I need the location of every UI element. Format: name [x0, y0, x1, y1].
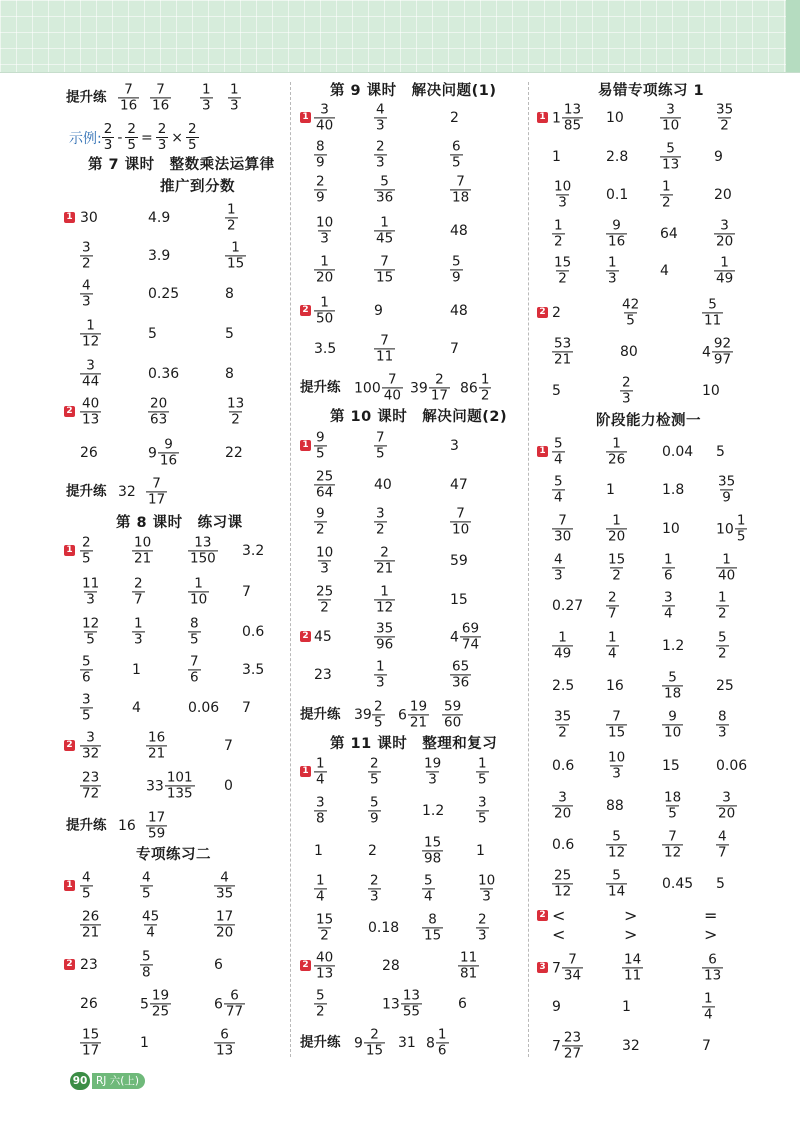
jieduan-ex1-r9-c1: 88: [606, 798, 624, 814]
example-part-4: $\frac{2}{3}$: [157, 121, 167, 154]
jieduan-ex1-r11-c0: $\frac{25}{12}$: [554, 867, 572, 900]
yicuo-ex1-r3-c2: 64: [660, 226, 678, 242]
lesson10-ex1-r4-c1: $\frac{1}{12}$: [376, 583, 394, 616]
jieduan-ex1-r7-c3: $\frac{8}{3}$: [718, 708, 727, 741]
yicuo-ex2-r1-c1: 80: [620, 344, 638, 360]
lesson9-ex1-r2-c0: $\frac{2}{9}$: [316, 173, 325, 206]
lesson9-ex2-badge: 2: [300, 305, 311, 316]
lesson8-ex1-r1-c1: $\frac{2}{7}$: [134, 575, 143, 608]
lesson9-ex1-r4-c2: $\frac{5}{9}$: [452, 253, 461, 286]
yicuo-ex1-r2-c2: $\frac{1}{2}$: [662, 178, 671, 211]
jieduan-ex3-r2-c1: 32: [622, 1038, 640, 1054]
lesson11-ex1-r2-c0: 1: [314, 843, 323, 859]
lesson11-ex1-r4-c1: 0.18: [368, 920, 400, 936]
lesson11-ex2-r1-c2: 6: [458, 996, 467, 1012]
jieduan-ex1-r10-c2: $\frac{7}{12}$: [664, 828, 682, 861]
jieduan-ex1-r4-c2: $\frac{3}{4}$: [664, 589, 673, 622]
yicuo-title: 易错专项练习 1: [598, 83, 705, 99]
yicuo-ex2-r1-c0: $\frac{53}{21}$: [554, 335, 572, 368]
lesson8-ex1-r4-c0: $\frac{3}{5}$: [82, 691, 91, 724]
example-label: 示例:: [69, 130, 102, 147]
lesson11-ex2-r0-c1: 28: [382, 958, 400, 974]
yicuo-ex1-r2-c3: 20: [714, 187, 732, 203]
lesson9-ex1-r1-c1: $\frac{2}{3}$: [376, 138, 385, 171]
lesson10-ex1-r1-c2: 47: [450, 477, 468, 493]
lesson8-ex1-r1-c2: $\frac{1}{10}$: [190, 575, 208, 608]
lesson7-ex2-badge: 2: [64, 406, 75, 417]
zhuanxiang2-ex1-r0-c1: $\frac{4}{5}$: [142, 869, 151, 902]
lesson10-tisheng-item-2: 6 $\frac{19}{21}$: [398, 698, 428, 731]
zhuanxiang2-ex2-r1-c1: 5 $\frac{19}{25}$: [140, 987, 170, 1020]
lesson11-ex1-r3-c2: $\frac{5}{4}$: [424, 872, 433, 905]
lesson10-ex1-r1-c1: 40: [374, 477, 392, 493]
jieduan-ex1-r11-c1: $\frac{5}{14}$: [608, 867, 626, 900]
lesson10-title: 第 10 课时 解决问题(2): [330, 409, 508, 425]
yicuo-ex1-badge: 1: [537, 112, 548, 123]
lesson7-ex1-r3-c1: 5: [148, 326, 157, 342]
zhuanxiang2-ex2-badge: 2: [64, 959, 75, 970]
lesson11-ex1-r4-c3: $\frac{2}{3}$: [478, 911, 487, 944]
lesson11-ex2-r0-c2: $\frac{11}{81}$: [460, 949, 478, 982]
lesson10-ex1-badge: 1: [300, 440, 311, 451]
yicuo-ex1-r3-c3: $\frac{3}{20}$: [716, 217, 734, 250]
lesson8-ex1-badge: 1: [64, 545, 75, 556]
lesson10-ex1-r2-c2: $\frac{7}{10}$: [452, 505, 470, 538]
yicuo-ex2-badge: 2: [537, 307, 548, 318]
lesson8-ex1-r4-c1: 4: [132, 700, 141, 716]
jieduan-ex2-r1-c2: >: [704, 925, 718, 944]
lesson11-ex1-r0-c2: $\frac{19}{3}$: [424, 755, 442, 788]
zhuanxiang2-ex1-r0-c0: $\frac{4}{5}$: [82, 869, 91, 902]
lesson7-ex1-r4-c1: 0.36: [148, 366, 180, 382]
lesson11-tisheng-label: 提升练: [300, 1034, 341, 1051]
jieduan-ex1-r1-c0: $\frac{5}{4}$: [554, 473, 563, 506]
lesson7-ex2-r1-c1: 9 $\frac{9}{16}$: [148, 436, 178, 469]
lesson8-ex1-r4-c3: 7: [242, 700, 251, 716]
lesson7-tisheng-label: 提升练: [66, 483, 107, 500]
example-part-5: ×: [171, 129, 184, 146]
lesson7-ex1-r1-c2: $\frac{1}{15}$: [227, 239, 245, 272]
lesson9-ex1-badge: 1: [300, 112, 311, 123]
lesson8-tisheng-item-0: 16: [118, 818, 136, 834]
zhuanxiang2-ex2-r1-c2: 6 $\frac{6}{77}$: [214, 987, 244, 1020]
lesson8-ex2-r1-c0: $\frac{23}{72}$: [82, 769, 100, 802]
lesson7-ex1-r2-c0: $\frac{4}{3}$: [82, 277, 91, 310]
lesson11-ex1-r2-c1: 2: [368, 843, 377, 859]
lesson10-ex1-r3-c1: $\frac{2}{21}$: [376, 544, 394, 577]
jieduan-ex1-r7-c1: $\frac{7}{15}$: [608, 708, 626, 741]
jieduan-ex1-r3-c1: $\frac{15}{2}$: [608, 551, 626, 584]
jieduan-ex1-r4-c1: $\frac{2}{7}$: [608, 589, 617, 622]
lesson8-tisheng-item-1: $\frac{17}{59}$: [148, 809, 166, 842]
tisheng-top-item-3: $\frac{1}{3}$: [230, 81, 239, 114]
lesson10-ex2-r1-c2: $\frac{65}{36}$: [452, 658, 470, 691]
lesson11-ex1-r2-c3: 1: [476, 843, 485, 859]
jieduan-ex1-r8-c1: $\frac{10}{3}$: [608, 749, 626, 782]
lesson11-ex1-r4-c2: $\frac{8}{15}$: [424, 911, 442, 944]
lesson9-ex1-r2-c1: $\frac{5}{36}$: [376, 173, 394, 206]
jieduan-ex1-r6-c1: 16: [606, 678, 624, 694]
jieduan-ex1-r9-c0: $\frac{3}{20}$: [554, 789, 572, 822]
lesson8-ex2-badge: 2: [64, 740, 75, 751]
jieduan-ex1-r10-c1: $\frac{5}{12}$: [608, 828, 626, 861]
lesson10-ex1-r4-c0: $\frac{25}{2}$: [316, 583, 334, 616]
lesson7-ex1-r2-c1: 0.25: [148, 286, 180, 302]
jieduan-ex3-r1-c0: 9: [552, 999, 561, 1015]
lesson11-ex1-r1-c2: 1.2: [422, 803, 445, 819]
yicuo-ex2-r2-c1: $\frac{2}{3}$: [622, 374, 631, 407]
lesson9-ex1-r3-c1: $\frac{1}{45}$: [376, 214, 394, 247]
zhuanxiang2-ex1-r1-c0: $\frac{26}{21}$: [82, 908, 100, 941]
lesson9-tisheng-item-0: 100 $\frac{7}{40}$: [354, 371, 401, 404]
lesson10-tisheng-item-0: 39: [354, 707, 372, 723]
lesson7-ex1-badge: 1: [64, 212, 75, 223]
jieduan-ex3-r2-c2: 7: [702, 1038, 711, 1054]
example-part-2: $\frac{2}{5}$: [127, 121, 136, 154]
jieduan-ex1-r11-c2: 0.45: [662, 876, 694, 892]
lesson9-ex2-r1-c2: 7: [450, 341, 459, 357]
jieduan-ex1-r2-c2: 10: [662, 521, 680, 537]
jieduan-ex1-r1-c2: 1.8: [662, 482, 685, 498]
lesson7-ex2-r1-c2: 22: [225, 445, 243, 461]
jieduan-ex1-r9-c2: $\frac{18}{5}$: [664, 789, 682, 822]
jieduan-ex1-r10-c3: $\frac{4}{7}$: [718, 828, 727, 861]
yicuo-ex2-r1-c2: 4 $\frac{92}{97}$: [702, 335, 732, 368]
jieduan-ex2-r1-c1: >: [624, 925, 638, 944]
lesson11-title: 第 11 课时 整理和复习: [330, 736, 498, 752]
jieduan-ex2-r1-c0: <: [552, 925, 566, 944]
book-label: RJ 六(上): [92, 1073, 145, 1089]
lesson10-ex1-r3-c2: 59: [450, 553, 468, 569]
lesson11-ex1-r0-c1: $\frac{2}{5}$: [370, 755, 379, 788]
lesson10-tisheng-item-1: $\frac{2}{5}$: [374, 698, 383, 731]
lesson9-ex1-r2-c2: $\frac{7}{18}$: [452, 173, 470, 206]
zhuanxiang2-title: 专项练习二: [136, 847, 211, 863]
lesson7-title: 第 7 课时 整数乘法运算律: [88, 157, 275, 173]
lesson9-ex2-r0-c1: 9: [374, 303, 383, 319]
lesson11-tisheng-item-0: 9 $\frac{2}{15}$: [354, 1026, 384, 1059]
lesson11-ex2-r0-c0: $\frac{40}{13}$: [316, 949, 334, 982]
jieduan-ex1-badge: 1: [537, 446, 548, 457]
yicuo-ex1-r1-c0: 1: [552, 149, 561, 165]
yicuo-ex1-r0-c3: $\frac{35}{2}$: [716, 101, 734, 134]
jieduan-ex3-badge: 3: [537, 962, 548, 973]
lesson7-ex1-r3-c2: 5: [225, 326, 234, 342]
zhuanxiang2-ex2-r2-c0: $\frac{15}{17}$: [82, 1026, 100, 1059]
lesson7-ex1-r0-c2: $\frac{1}{2}$: [227, 201, 236, 234]
jieduan-ex1-r8-c2: 15: [662, 758, 680, 774]
page-number: 90: [70, 1072, 90, 1090]
lesson11-ex1-r3-c1: $\frac{2}{3}$: [370, 872, 379, 905]
lesson8-ex1-r3-c2: $\frac{7}{6}$: [190, 653, 199, 686]
lesson7-ex1-r2-c2: 8: [225, 286, 234, 302]
lesson11-ex1-r1-c1: $\frac{5}{9}$: [370, 794, 379, 827]
lesson10-ex2-r1-c1: $\frac{1}{3}$: [376, 658, 385, 691]
jieduan-ex2-r0-c0: <: [552, 906, 566, 925]
tisheng-top-item-2: $\frac{1}{3}$: [202, 81, 211, 114]
jieduan-ex3-r0-c0: 7 $\frac{7}{34}$: [552, 951, 582, 984]
zhuanxiang2-ex2-r1-c0: 26: [80, 996, 98, 1012]
jieduan-ex1-r5-c1: $\frac{1}{4}$: [608, 629, 617, 662]
jieduan-ex1-r0-c0: $\frac{5}{4}$: [554, 435, 563, 468]
jieduan-ex1-r4-c0: 0.27: [552, 598, 584, 614]
lesson9-ex1-r3-c2: 48: [450, 223, 468, 239]
jieduan-ex1-r5-c0: $\frac{1}{49}$: [554, 629, 572, 662]
zhuanxiang2-ex2-r2-c2: $\frac{6}{13}$: [216, 1026, 234, 1059]
jieduan-ex1-r6-c0: 2.5: [552, 678, 575, 694]
jieduan-ex1-r3-c3: $\frac{1}{40}$: [718, 551, 736, 584]
lesson9-ex1-r4-c1: $\frac{7}{15}$: [376, 253, 394, 286]
yicuo-ex1-r3-c0: $\frac{1}{2}$: [554, 217, 563, 250]
lesson9-ex1-r1-c0: $\frac{8}{9}$: [316, 138, 325, 171]
lesson9-ex1-r4-c0: $\frac{1}{20}$: [316, 253, 334, 286]
yicuo-ex2-r0-c2: $\frac{5}{11}$: [704, 296, 722, 329]
lesson8-ex1-r1-c0: $\frac{11}{3}$: [82, 575, 100, 608]
lesson10-ex1-r0-c2: 3: [450, 438, 459, 454]
example-part-6: $\frac{2}{5}$: [188, 121, 197, 154]
lesson9-ex1-r0-c2: 2: [450, 110, 459, 126]
yicuo-ex1-r0-c0: 1 $\frac{13}{85}$: [552, 101, 582, 134]
zhuanxiang2-ex1-r1-c1: $\frac{45}{4}$: [142, 908, 160, 941]
lesson10-ex2-r0-c0: 45: [314, 629, 332, 645]
jieduan-ex1-r2-c0: $\frac{7}{30}$: [554, 512, 572, 545]
lesson10-tisheng-label: 提升练: [300, 706, 341, 723]
tisheng-top-item-1: $\frac{7}{16}$: [152, 81, 170, 114]
lesson9-ex2-r1-c0: 3.5: [314, 341, 337, 357]
lesson11-ex2-badge: 2: [300, 960, 311, 971]
lesson9-tisheng-item-2: 86 $\frac{1}{2}$: [460, 371, 490, 404]
tisheng-top-label: 提升练: [66, 89, 107, 106]
lesson9-ex1-r0-c1: $\frac{4}{3}$: [376, 101, 385, 134]
jieduan-ex1-r11-c3: 5: [716, 876, 725, 892]
lesson9-ex1-r3-c0: $\frac{10}{3}$: [316, 214, 334, 247]
jieduan-ex1-r7-c0: $\frac{35}{2}$: [554, 708, 572, 741]
jieduan-ex1-r3-c0: $\frac{4}{3}$: [554, 551, 563, 584]
lesson7-tisheng-item-0: 32: [118, 484, 136, 500]
lesson11-ex1-r3-c3: $\frac{10}{3}$: [478, 872, 496, 905]
lesson9-ex2-r0-c2: 48: [450, 303, 468, 319]
jieduan-ex2-r0-c1: >: [624, 906, 638, 925]
lesson10-ex2-badge: 2: [300, 631, 311, 642]
lesson11-tisheng-item-1: 31: [398, 1035, 416, 1051]
lesson11-ex1-badge: 1: [300, 766, 311, 777]
yicuo-ex2-r0-c0: 2: [552, 305, 561, 321]
lesson7-ex1-r1-c1: 3.9: [148, 248, 171, 264]
example-line: [69, 122, 199, 153]
jieduan-ex1-r8-c3: 0.06: [716, 758, 748, 774]
lesson10-ex1-r2-c1: $\frac{3}{2}$: [376, 505, 385, 538]
jieduan-ex3-r2-c0: 7 $\frac{23}{27}$: [552, 1029, 582, 1062]
lesson11-tisheng-item-2: 8 $\frac{1}{6}$: [426, 1026, 447, 1059]
yicuo-ex1-r4-c2: 4: [660, 263, 669, 279]
lesson10-ex1-r1-c0: $\frac{25}{64}$: [316, 468, 334, 501]
lesson10-ex1-r0-c1: $\frac{7}{5}$: [376, 429, 385, 462]
page-footer: [70, 1072, 145, 1090]
lesson7-tisheng-item-1: $\frac{7}{17}$: [148, 475, 166, 508]
yicuo-ex1-r4-c0: $\frac{15}{2}$: [554, 254, 572, 287]
lesson11-ex1-r3-c0: $\frac{1}{4}$: [316, 872, 325, 905]
lesson7-subtitle: 推广到分数: [160, 179, 235, 195]
jieduan-ex1-r0-c3: 5: [716, 444, 725, 460]
example-part-0: $\frac{2}{3}$: [103, 121, 113, 154]
jieduan-ex1-r2-c1: $\frac{1}{20}$: [608, 512, 626, 545]
jieduan-ex1-r1-c1: 1: [606, 482, 615, 498]
lesson8-ex1-r0-c1: $\frac{10}{21}$: [134, 534, 152, 567]
lesson8-ex2-r0-c1: $\frac{16}{21}$: [148, 729, 166, 762]
lesson9-ex2-r1-c1: $\frac{7}{11}$: [376, 332, 394, 365]
lesson11-ex1-r1-c3: $\frac{3}{5}$: [478, 794, 487, 827]
lesson8-ex1-r3-c1: 1: [132, 662, 141, 678]
jieduan-ex3-r1-c2: $\frac{1}{4}$: [704, 990, 713, 1023]
lesson8-ex2-r0-c2: 7: [224, 738, 233, 754]
lesson10-ex2-r0-c2: 4 $\frac{69}{74}$: [450, 620, 480, 653]
jieduan-ex1-r8-c0: 0.6: [552, 758, 575, 774]
lesson7-ex2-r1-c0: 26: [80, 445, 98, 461]
lesson10-ex1-r4-c2: 15: [450, 592, 468, 608]
lesson8-ex1-r2-c1: $\frac{1}{3}$: [134, 615, 143, 648]
zhuanxiang2-ex2-r0-c1: $\frac{5}{8}$: [142, 948, 151, 981]
example-part-3: =: [140, 129, 153, 146]
lesson8-ex1-r0-c2: $\frac{13}{150}$: [190, 534, 216, 567]
yicuo-ex1-r1-c2: $\frac{5}{13}$: [662, 140, 680, 173]
lesson8-ex1-r3-c0: $\frac{5}{6}$: [82, 653, 91, 686]
lesson7-ex1-r0-c1: 4.9: [148, 210, 171, 226]
yicuo-ex2-r0-c1: $\frac{42}{5}$: [622, 296, 640, 329]
jieduan-ex1-r5-c3: $\frac{5}{2}$: [718, 629, 727, 662]
jieduan-ex1-r9-c3: $\frac{3}{20}$: [718, 789, 736, 822]
jieduan-ex1-r2-c3: 10 $\frac{1}{5}$: [716, 512, 746, 545]
lesson7-ex2-r0-c0: $\frac{40}{13}$: [82, 395, 100, 428]
zhuanxiang2-ex1-badge: 1: [64, 880, 75, 891]
jieduan-ex1-r4-c3: $\frac{1}{2}$: [718, 589, 727, 622]
zhuanxiang2-ex2-r2-c1: 1: [140, 1035, 149, 1051]
lesson8-ex1-r4-c2: 0.06: [188, 700, 220, 716]
example-expression: [102, 122, 199, 153]
yicuo-ex2-r2-c0: 5: [552, 383, 561, 399]
lesson9-tisheng-item-1: 39 $\frac{2}{17}$: [410, 371, 449, 404]
lesson10-ex2-r0-c1: $\frac{35}{96}$: [376, 620, 394, 653]
jieduan-ex3-r0-c1: $\frac{14}{11}$: [624, 951, 642, 984]
lesson7-ex1-r4-c0: $\frac{3}{44}$: [82, 357, 100, 390]
lesson10-ex2-r1-c0: 23: [314, 667, 332, 683]
lesson8-ex1-r2-c3: 0.6: [242, 624, 265, 640]
yicuo-ex1-r4-c3: $\frac{1}{49}$: [716, 254, 734, 287]
yicuo-ex1-r2-c1: 0.1: [606, 187, 629, 203]
yicuo-ex2-r2-c2: 10: [702, 383, 720, 399]
lesson8-ex1-r0-c3: 3.2: [242, 543, 265, 559]
lesson8-ex2-r1-c1: 33 $\frac{101}{135}$: [146, 769, 193, 802]
zhuanxiang2-ex1-r1-c2: $\frac{17}{20}$: [216, 908, 234, 941]
jieduan-ex2-r0-c2: =: [704, 906, 718, 925]
lesson8-title: 第 8 课时 练习课: [116, 515, 243, 531]
zhuanxiang2-ex2-r0-c0: 23: [80, 957, 98, 973]
jieduan-ex1-r3-c2: $\frac{1}{6}$: [664, 551, 673, 584]
lesson8-ex1-r1-c3: 7: [242, 584, 251, 600]
lesson9-title: 第 9 课时 解决问题(1): [330, 83, 497, 99]
yicuo-ex1-r1-c3: 9: [714, 149, 723, 165]
lesson8-ex2-r0-c0: $\frac{3}{32}$: [82, 729, 100, 762]
lesson9-ex1-r0-c0: $\frac{3}{40}$: [316, 101, 334, 134]
lesson9-tisheng-label: 提升练: [300, 379, 341, 396]
lesson7-ex2-r0-c2: $\frac{13}{2}$: [227, 395, 245, 428]
lesson11-ex1-r2-c2: $\frac{15}{98}$: [424, 834, 442, 867]
zhuanxiang2-ex1-r0-c2: $\frac{4}{35}$: [216, 869, 234, 902]
lesson10-ex1-r3-c0: $\frac{10}{3}$: [316, 544, 334, 577]
lesson11-ex1-r1-c0: $\frac{3}{8}$: [316, 794, 325, 827]
lesson11-ex1-r4-c0: $\frac{15}{2}$: [316, 911, 334, 944]
jieduan-ex1-r1-c3: $\frac{35}{9}$: [718, 473, 736, 506]
lesson7-ex2-r0-c1: $\frac{20}{63}$: [150, 395, 168, 428]
lesson8-ex1-r2-c0: $\frac{12}{5}$: [82, 615, 100, 648]
yicuo-ex1-r2-c0: $\frac{10}{3}$: [554, 178, 572, 211]
jieduan-ex1-r7-c2: $\frac{9}{10}$: [664, 708, 682, 741]
jieduan-ex2-badge: 2: [537, 910, 548, 921]
lesson7-ex1-r3-c0: $\frac{1}{12}$: [82, 317, 100, 350]
lesson7-ex1-r0-c0: 30: [80, 210, 98, 226]
lesson10-ex1-r2-c0: $\frac{9}{2}$: [316, 505, 325, 538]
jieduan-ex1-r0-c1: $\frac{1}{26}$: [608, 435, 626, 468]
zhuanxiang2-ex2-r0-c2: 6: [214, 957, 223, 973]
yicuo-ex1-r3-c1: $\frac{9}{16}$: [608, 217, 626, 250]
lesson11-ex2-r1-c1: 13 $\frac{13}{55}$: [382, 987, 421, 1020]
tisheng-top-item-0: $\frac{7}{16}$: [120, 81, 138, 114]
jieduan-ex1-r0-c2: 0.04: [662, 444, 694, 460]
jieduan-title: 阶段能力检测一: [596, 413, 701, 429]
lesson10-ex1-r0-c0: $\frac{9}{5}$: [316, 429, 325, 462]
lesson8-tisheng-label: 提升练: [66, 817, 107, 834]
yicuo-ex1-r1-c1: 2.8: [606, 149, 629, 165]
lesson8-ex1-r2-c2: $\frac{8}{5}$: [190, 615, 199, 648]
jieduan-ex1-r5-c2: 1.2: [662, 638, 685, 654]
lesson9-ex2-r0-c0: $\frac{1}{50}$: [316, 294, 334, 327]
jieduan-ex3-r0-c2: $\frac{6}{13}$: [704, 951, 722, 984]
jieduan-ex1-r6-c3: 25: [716, 678, 734, 694]
lesson11-ex1-r0-c0: $\frac{1}{4}$: [316, 755, 325, 788]
jieduan-ex1-r6-c2: $\frac{5}{18}$: [664, 669, 682, 702]
lesson8-ex2-r1-c2: 0: [224, 778, 233, 794]
lesson9-ex1-r1-c2: $\frac{6}{5}$: [452, 138, 461, 171]
lesson8-ex1-r0-c0: $\frac{2}{5}$: [82, 534, 91, 567]
lesson11-ex1-r0-c3: $\frac{1}{5}$: [478, 755, 487, 788]
yicuo-ex1-r4-c1: $\frac{1}{3}$: [608, 254, 617, 287]
example-part-1: -: [117, 129, 123, 146]
lesson11-ex2-r1-c0: $\frac{5}{2}$: [316, 987, 325, 1020]
jieduan-ex3-r1-c1: 1: [622, 999, 631, 1015]
lesson10-tisheng-item-3: $\frac{59}{60}$: [444, 698, 462, 731]
lesson8-ex1-r3-c3: 3.5: [242, 662, 265, 678]
jieduan-ex1-r10-c0: 0.6: [552, 837, 575, 853]
yicuo-ex1-r0-c1: 10: [606, 110, 624, 126]
lesson7-ex1-r4-c2: 8: [225, 366, 234, 382]
lesson7-ex1-r1-c0: $\frac{3}{2}$: [82, 239, 91, 272]
yicuo-ex1-r0-c2: $\frac{3}{10}$: [662, 101, 680, 134]
